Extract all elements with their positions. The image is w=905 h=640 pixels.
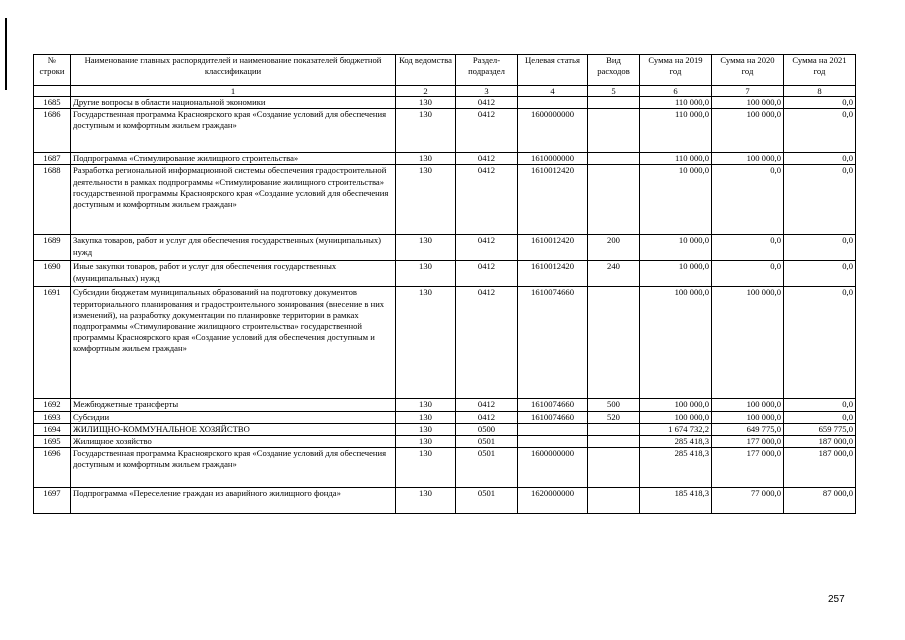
table-row (34, 448, 856, 488)
row-section: 0412 (456, 235, 518, 261)
row-amount-2020: 0,0 (712, 261, 784, 287)
row-expense-type (588, 109, 640, 153)
row-expense-type (588, 435, 640, 447)
row-dept-code: 130 (396, 261, 456, 287)
row-target: 1610074660 (518, 411, 588, 423)
row-number: 1685 (34, 97, 71, 109)
row-name: Государственная программа Красноярского края «Создание условий для обеспечения доступным и комфортным жильем граждан» (71, 109, 396, 153)
row-amount-2021: 0,0 (784, 399, 856, 411)
row-amount-2021: 187 000,0 (784, 435, 856, 447)
row-dept-code: 130 (396, 448, 456, 488)
header-amount-2021: Сумма на 2021 год (784, 55, 856, 86)
table-row (34, 97, 856, 109)
row-amount-2021: 0,0 (784, 109, 856, 153)
row-amount-2020: 100 000,0 (712, 97, 784, 109)
header-section: Раздел-подраздел (456, 55, 518, 86)
row-expense-type (588, 287, 640, 399)
row-target: 1600000000 (518, 448, 588, 488)
row-section: 0412 (456, 97, 518, 109)
row-amount-2020: 649 775,0 (712, 423, 784, 435)
row-dept-code: 130 (396, 287, 456, 399)
row-dept-code: 130 (396, 423, 456, 435)
row-amount-2019: 100 000,0 (640, 411, 712, 423)
row-amount-2021: 0,0 (784, 153, 856, 165)
row-amount-2020: 0,0 (712, 235, 784, 261)
row-number: 1694 (34, 423, 71, 435)
row-name: Подпрограмма «Стимулирование жилищного строительства» (71, 153, 396, 165)
row-amount-2021: 0,0 (784, 97, 856, 109)
row-expense-type (588, 488, 640, 514)
header-name: Наименование главных распорядителей и наименование показателей бюджетной классификации (71, 55, 396, 86)
row-name: Другие вопросы в области национальной экономики (71, 97, 396, 109)
row-dept-code: 130 (396, 165, 456, 235)
table-header-row (34, 55, 856, 86)
row-number: 1695 (34, 435, 71, 447)
row-amount-2020: 177 000,0 (712, 448, 784, 488)
row-amount-2019: 100 000,0 (640, 399, 712, 411)
row-amount-2019: 10 000,0 (640, 261, 712, 287)
column-number: 2 (396, 86, 456, 97)
row-dept-code: 130 (396, 488, 456, 514)
column-number: 1 (71, 86, 396, 97)
row-expense-type: 240 (588, 261, 640, 287)
page-number: 257 (828, 594, 845, 605)
row-amount-2019: 110 000,0 (640, 109, 712, 153)
row-target (518, 435, 588, 447)
row-expense-type: 500 (588, 399, 640, 411)
row-amount-2021: 0,0 (784, 411, 856, 423)
row-section: 0412 (456, 287, 518, 399)
table-row (34, 435, 856, 447)
row-expense-type (588, 423, 640, 435)
column-number: 4 (518, 86, 588, 97)
row-amount-2021: 0,0 (784, 235, 856, 261)
row-number: 1689 (34, 235, 71, 261)
header-row-number: № строки (34, 55, 71, 86)
table-row (34, 423, 856, 435)
row-number: 1696 (34, 448, 71, 488)
header-dept-code: Код ведомства (396, 55, 456, 86)
row-name: Субсидии бюджетам муниципальных образований на подготовку документов территориального планирования и градостроительного зонирования (внесение в них изменений), на разработку документации по планировке территории в рамках подпрограммы «Стимулирование жилищного строительства» государственной программы Красноярского края «Создание условий для обеспечения доступным и комфортным жильем граждан» (71, 287, 396, 399)
row-section: 0412 (456, 261, 518, 287)
row-name: Подпрограмма «Переселение граждан из аварийного жилищного фонда» (71, 488, 396, 514)
row-expense-type (588, 448, 640, 488)
row-number: 1693 (34, 411, 71, 423)
row-section: 0412 (456, 411, 518, 423)
column-number-row (34, 86, 856, 97)
row-section: 0412 (456, 399, 518, 411)
row-amount-2019: 185 418,3 (640, 488, 712, 514)
row-target: 1610012420 (518, 261, 588, 287)
row-amount-2019: 10 000,0 (640, 235, 712, 261)
row-amount-2021: 659 775,0 (784, 423, 856, 435)
row-expense-type: 520 (588, 411, 640, 423)
table-row (34, 488, 856, 514)
row-amount-2020: 177 000,0 (712, 435, 784, 447)
row-target: 1610074660 (518, 399, 588, 411)
row-dept-code: 130 (396, 235, 456, 261)
row-amount-2019: 285 418,3 (640, 435, 712, 447)
row-name: ЖИЛИЩНО-КОММУНАЛЬНОЕ ХОЗЯЙСТВО (71, 423, 396, 435)
row-amount-2019: 10 000,0 (640, 165, 712, 235)
row-number: 1686 (34, 109, 71, 153)
row-name: Закупка товаров, работ и услуг для обеспечения государственных (муниципальных) нужд (71, 235, 396, 261)
row-name: Субсидии (71, 411, 396, 423)
column-number: 5 (588, 86, 640, 97)
row-dept-code: 130 (396, 399, 456, 411)
row-expense-type (588, 153, 640, 165)
table-row (34, 153, 856, 165)
row-amount-2019: 100 000,0 (640, 287, 712, 399)
row-name: Межбюджетные трансферты (71, 399, 396, 411)
row-name: Государственная программа Красноярского края «Создание условий для обеспечения доступным и комфортным жильем граждан» (71, 448, 396, 488)
row-name: Жилищное хозяйство (71, 435, 396, 447)
row-dept-code: 130 (396, 153, 456, 165)
row-section: 0412 (456, 109, 518, 153)
row-target: 1620000000 (518, 488, 588, 514)
row-section: 0501 (456, 488, 518, 514)
row-amount-2021: 0,0 (784, 165, 856, 235)
row-target (518, 423, 588, 435)
header-target: Целевая статья (518, 55, 588, 86)
row-amount-2020: 0,0 (712, 165, 784, 235)
row-number: 1690 (34, 261, 71, 287)
header-amount-2019: Сумма на 2019 год (640, 55, 712, 86)
row-amount-2020: 100 000,0 (712, 287, 784, 399)
row-name: Разработка региональной информационной системы обеспечения градостроительной деятельности в рамках подпрограммы «Стимулирование жилищного строительства» государственной программы Красноярского края «Создание условий для обеспечения доступным и комфортным жильем граждан» (71, 165, 396, 235)
row-amount-2020: 77 000,0 (712, 488, 784, 514)
row-number: 1697 (34, 488, 71, 514)
row-section: 0412 (456, 153, 518, 165)
row-amount-2020: 100 000,0 (712, 109, 784, 153)
column-number: 8 (784, 86, 856, 97)
row-amount-2021: 0,0 (784, 287, 856, 399)
row-amount-2019: 1 674 732,2 (640, 423, 712, 435)
table-row (34, 165, 856, 235)
table-row (34, 235, 856, 261)
table-row (34, 261, 856, 287)
row-section: 0500 (456, 423, 518, 435)
table-row (34, 109, 856, 153)
header-amount-2020: Сумма на 2020 год (712, 55, 784, 86)
row-number: 1688 (34, 165, 71, 235)
row-amount-2021: 187 000,0 (784, 448, 856, 488)
row-target: 1600000000 (518, 109, 588, 153)
row-section: 0412 (456, 165, 518, 235)
row-number: 1687 (34, 153, 71, 165)
row-amount-2021: 0,0 (784, 261, 856, 287)
row-dept-code: 130 (396, 435, 456, 447)
table-row (34, 287, 856, 399)
column-number (34, 86, 71, 97)
row-amount-2019: 285 418,3 (640, 448, 712, 488)
row-amount-2020: 100 000,0 (712, 153, 784, 165)
row-amount-2019: 110 000,0 (640, 97, 712, 109)
row-amount-2020: 100 000,0 (712, 411, 784, 423)
row-expense-type (588, 97, 640, 109)
column-number: 7 (712, 86, 784, 97)
table-row (34, 411, 856, 423)
row-name: Иные закупки товаров, работ и услуг для обеспечения государственных (муниципальных) нужд (71, 261, 396, 287)
header-expense-type: Вид расходов (588, 55, 640, 86)
row-target: 1610012420 (518, 165, 588, 235)
left-margin-rule (5, 18, 7, 90)
row-amount-2019: 110 000,0 (640, 153, 712, 165)
row-dept-code: 130 (396, 97, 456, 109)
row-target: 1610074660 (518, 287, 588, 399)
row-amount-2021: 87 000,0 (784, 488, 856, 514)
row-target: 1610012420 (518, 235, 588, 261)
row-target (518, 97, 588, 109)
row-dept-code: 130 (396, 109, 456, 153)
column-number: 6 (640, 86, 712, 97)
row-section: 0501 (456, 448, 518, 488)
row-dept-code: 130 (396, 411, 456, 423)
row-amount-2020: 100 000,0 (712, 399, 784, 411)
row-expense-type: 200 (588, 235, 640, 261)
row-number: 1691 (34, 287, 71, 399)
row-number: 1692 (34, 399, 71, 411)
column-number: 3 (456, 86, 518, 97)
row-expense-type (588, 165, 640, 235)
table-row (34, 399, 856, 411)
budget-table (33, 54, 856, 514)
row-target: 1610000000 (518, 153, 588, 165)
row-section: 0501 (456, 435, 518, 447)
